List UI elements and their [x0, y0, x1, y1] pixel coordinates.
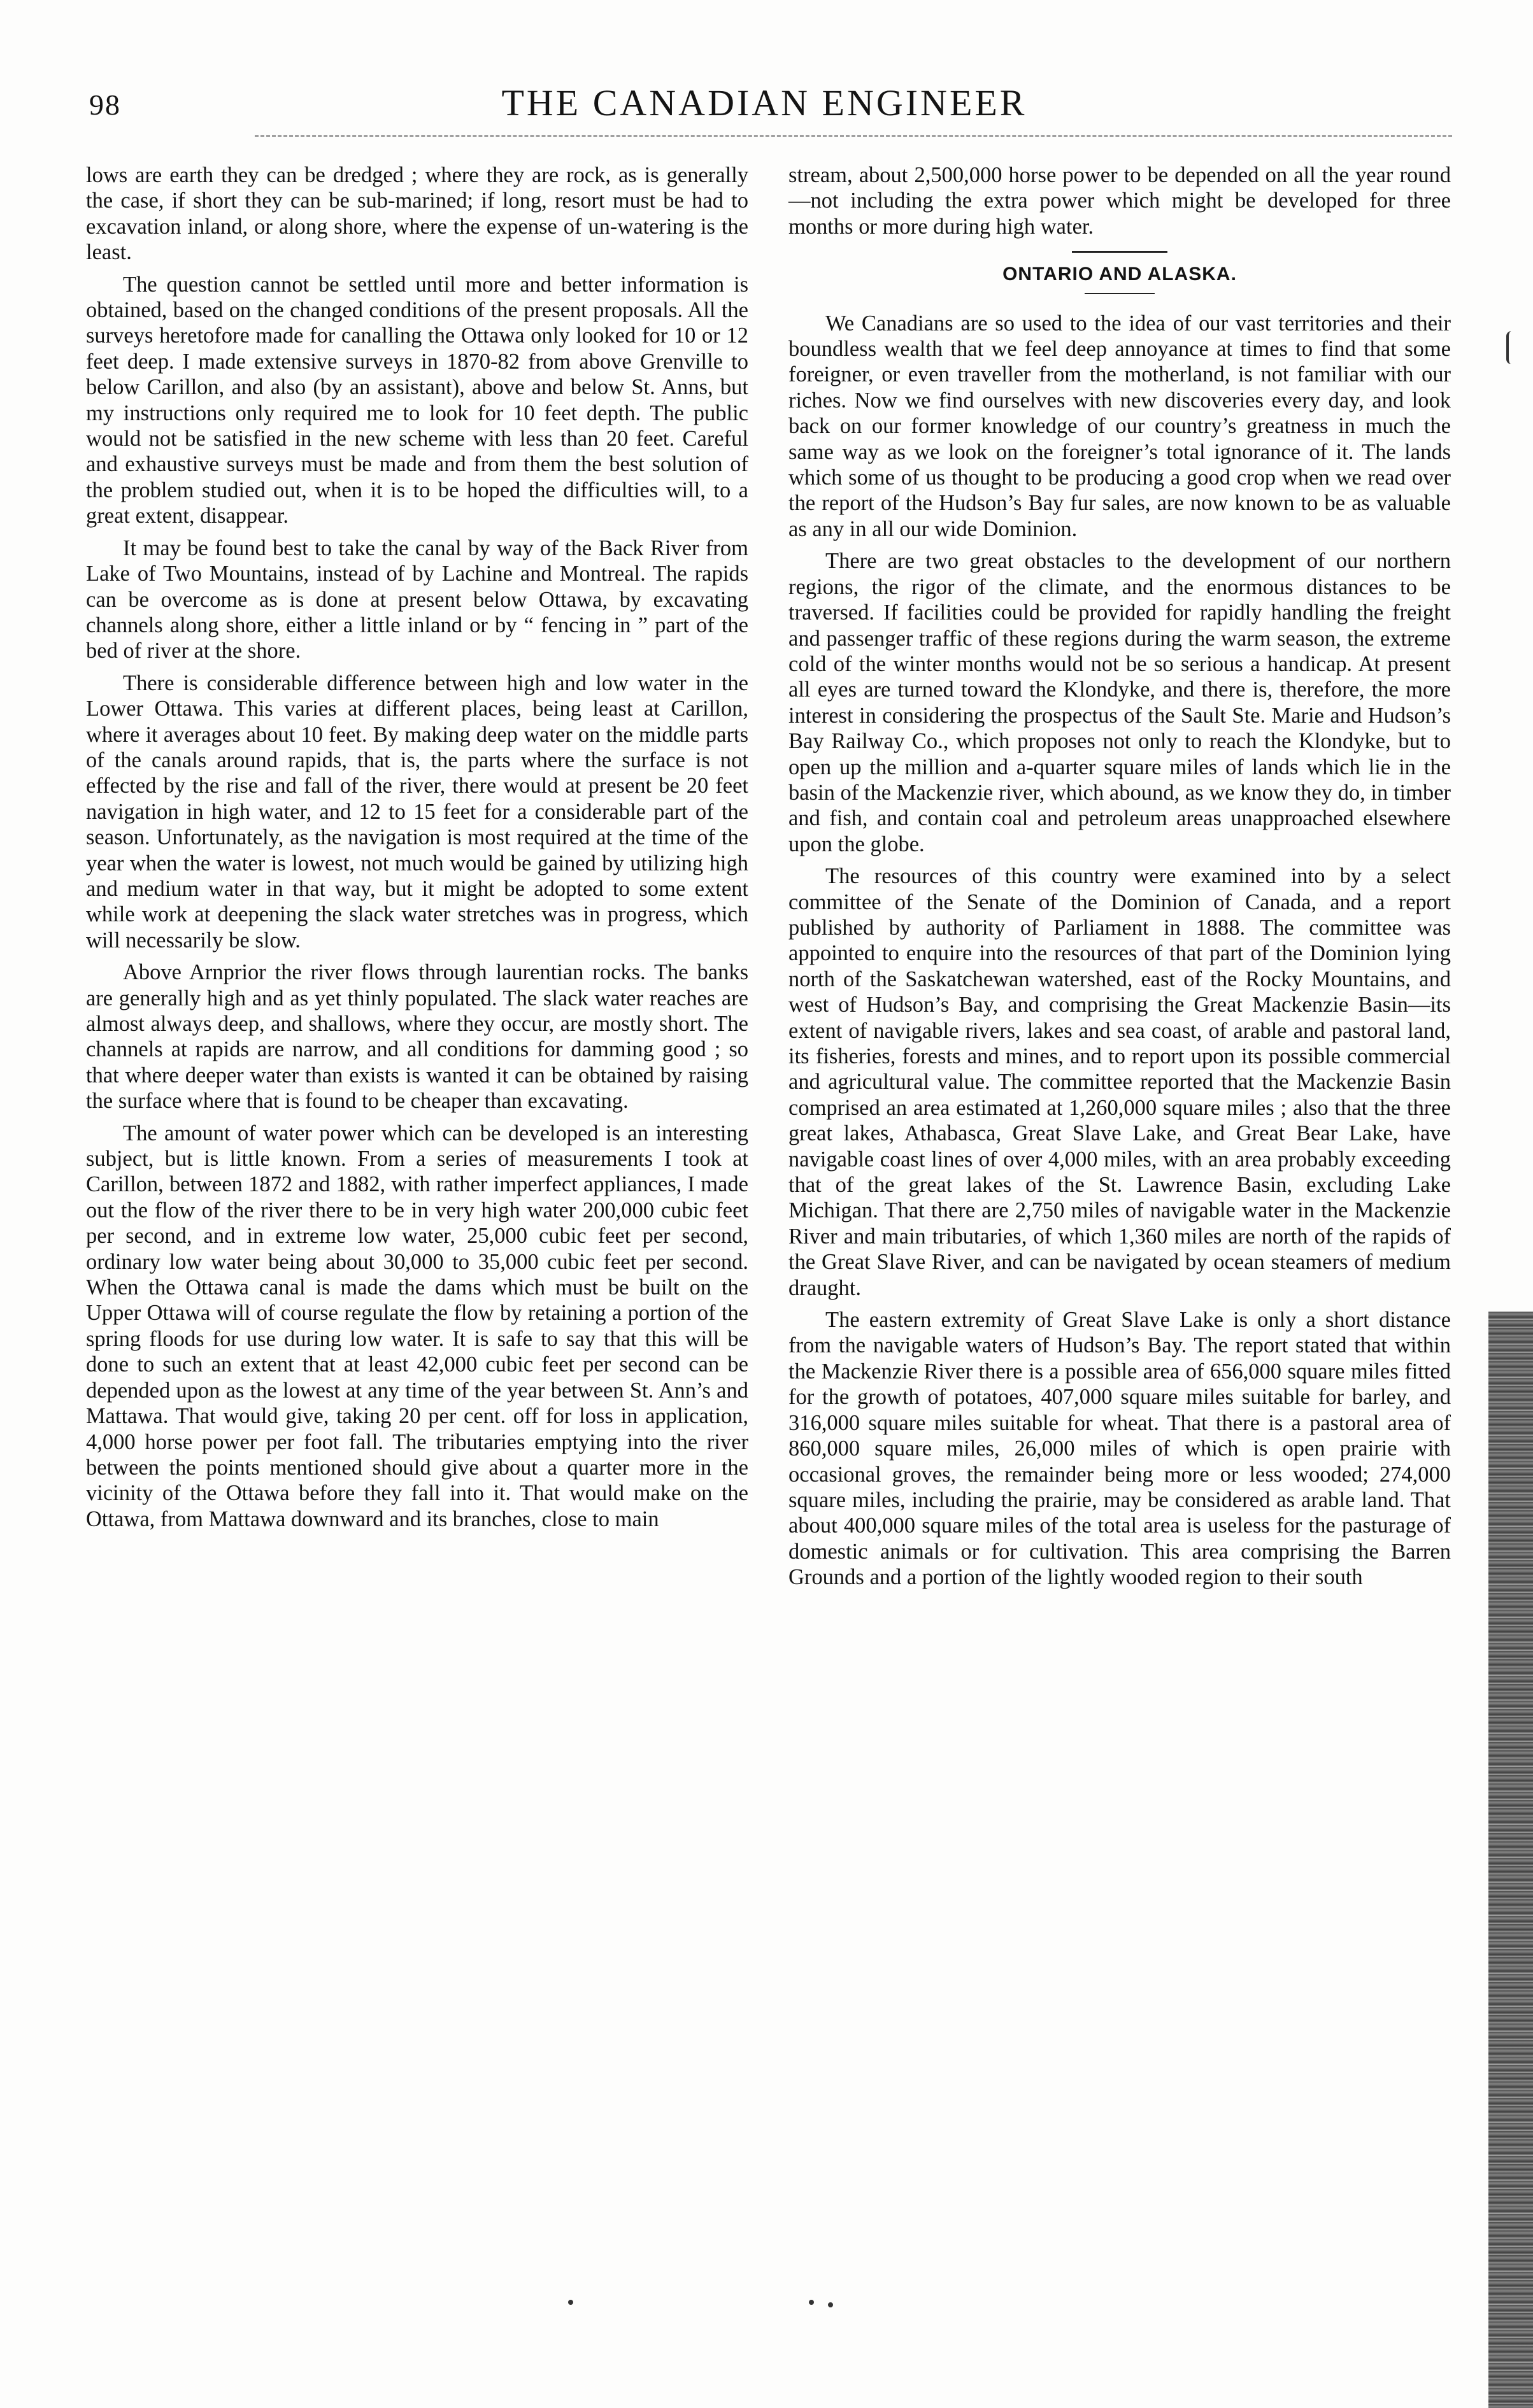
header-rule: [255, 135, 1452, 137]
page-header: [76, 76, 1452, 140]
page-edge-shadow: [1488, 1312, 1533, 2408]
body-paragraph: The amount of water power which can be developed is an interesting subject, but is little known. From a series of measurements I took at Carillon, between 1872 and 1882, with rather imperfect appliances, I made out the flow of the river there to be in very high water 200,000 cubic feet per second, and in extreme low water, 25,000 cubic feet per second, ordinary low water being about 30,000 to 35,000 cubic feet per second. When the Ottawa canal is made the dams which must be built on the Upper Ottawa will of course regulate the flow by retaining a portion of the spring floods for use during low water. It is safe to say that this will be done to such an extent that at least 42,000 cubic feet per second can be depended upon as the lowest at any time of the year between St. Ann’s and Mattawa. That would give, taking 20 per cent. off for loss in application, 4,000 horse power per foot fall. The tributaries emptying into the river between the points mentioned should give about a quarter more in the vicinity of the Ottawa before they fall into it. That would make on the Ottawa, from Mattawa downward and its branches, close to main: [86, 1121, 748, 1531]
ink-speck: [809, 2300, 814, 2305]
right-column: [788, 162, 1451, 1597]
body-paragraph: There is considerable difference between high and low water in the Lower Ottawa. This varies at different places, being least at Carillon, where it averages about 10 feet. By making deep water on the middle parts of the canals around rapids, that is, the parts where the surface is not effected by the rise and fall of the river, there would at present be 20 feet navigation in high water, and 12 to 15 feet for a considerable part of the season. Unfortunately, as the navigation is most required at the time of the year when the water is lowest, not much would be gained by utilizing high and medium water in that way, but it might be adopted to some extent while work at deepening the slack water stretches was in progress, which will necessarily be slow.: [86, 670, 748, 953]
left-column: [86, 162, 748, 1538]
body-paragraph: We Canadians are so used to the idea of our vast territories and their boundless wealth that we feel deep annoyance at times to find that some foreigner, or even traveller from the motherland, is not familiar with our riches. Now we find ourselves with new discoveries every day, and look back on our former knowledge of our country’s greatness in much the same way as we look on the foreigner’s total ignorance of it. The lands which some of us thought to be producing a good crop when we read over the report of the Hudson’s Bay fur sales, are now known to be as valuable as any in all our wide Dominion.: [788, 311, 1451, 541]
body-paragraph: The resources of this country were examined into by a select committee of the Senate of the Dominion of Canada, and a report published by authority of Parliament in 1888. The committee was appointed to enquire into the resources of that part of the Dominion lying north of the Saskatchewan watershed, east of the Rocky Mountains, and west of Hudson’s Bay, and comprising the Great Mackenzie Basin—its extent of navigable rivers, lakes and sea coast, of arable and pastoral land, its fisheries, forests and mines, and to report upon its possible commercial and agricultural value. The committee reported that the Mackenzie Basin comprised an area estimated at 1,260,000 square miles ; also that the three great lakes, Athabasca, Great Slave Lake, and Great Bear Lake, have navigable coast lines of over 4,000 miles, with an area probably exceeding that of the great lakes of the St. Lawrence Basin, excluding Lake Michigan. That there are 2,750 miles of navigable water in the Mackenzie River and main tributaries, of which 1,360 miles are north of the rapids of the Great Slave River, and can be navigated by ocean steamers of medium draught.: [788, 864, 1451, 1300]
body-paragraph: It may be found best to take the canal by way of the Back River from Lake of Two Mountains, instead of by Lachine and Montreal. The rapids can be overcome as is done at present below Ottawa, by excavating channels along shore, either a little inland or by “ fencing in ” part of the bed of river at the shore.: [86, 535, 748, 663]
ink-speck: [568, 2300, 573, 2305]
body-paragraph: lows are earth they can be dredged ; where they are rock, as is generally the case, if short they can be sub-marined; if long, resort must be had to excavation inland, or along shore, where the expense of un-watering is the least.: [86, 163, 748, 265]
section-heading: ONTARIO AND ALASKA.: [1002, 264, 1237, 285]
section-divider: [1085, 293, 1155, 294]
body-paragraph: The eastern extremity of Great Slave Lake is only a short distance from the navigable waters of Hudson’s Bay. The report stated that within the Mackenzie River there is a possible area of 656,000 square miles fitted for the growth of potatoes, 407,000 square miles suitable for barley, and 316,000 square miles suitable for wheat. That there is a pastoral area of 860,000 square miles, 26,000 miles of which is open prairie with occasional groves, the remainder being more or less wooded; 274,000 square miles, including the prairie, may be considered as arable land. That about 400,000 square miles of the total area is useless for the pasturage of domestic animals or for cultivation. This area comprising the Barren Grounds and a portion of the lightly wooded region to their south: [788, 1308, 1451, 1590]
binding-mark: [1506, 331, 1516, 364]
page-number: 98: [89, 89, 121, 121]
ink-speck: [828, 2302, 833, 2307]
body-paragraph: There are two great obstacles to the development of our northern regions, the rigor of the climate, and the enormous distances to be traversed. If facilities could be provided for rapidly handling the freight and passenger traffic of these regions during the warm season, the extreme cold of the winter months would not be so serious a handicap. At present all eyes are turned toward the Klondyke, and there is, therefore, the more interest in considering the prospectus of the Sault Ste. Marie and Hudson’s Bay Railway Co., which proposes not only to reach the Klondyke, but to open up the million and a-quarter square miles of lands which lie in the basin of the Mackenzie river, which abound, as we know they do, in timber and fish, and contain coal and petroleum areas unapproached elsewhere upon the globe.: [788, 549, 1451, 856]
section-divider: [1072, 251, 1167, 253]
continued-paragraph: stream, about 2,500,000 horse power to be depended on all the year round—not including the extra power which might be developed for three months or more during high water.: [788, 163, 1451, 239]
body-paragraph: The question cannot be settled until more and better information is obtained, based on the changed conditions of the present proposals. All the surveys heretofore made for canalling the Ottawa only looked for 10 or 12 feet deep. I made extensive surveys in 1870-82 from above Grenville to below Carillon, and also (by an assistant), above and below St. Anns, but my instructions only required me to look for 10 feet depth. The public would not be satisfied in the new scheme with less than 20 feet. Careful and exhaustive surveys must be made and from them the best solution of the problem studied out, when it is to be hoped the difficulties will, to a great extent, disappear.: [86, 272, 748, 528]
journal-title: THE CANADIAN ENGINEER: [501, 82, 1027, 124]
body-paragraph: Above Arnprior the river flows through laurentian rocks. The banks are generally high and as yet thinly populated. The slack water reaches are almost always deep, and shallows, where they occur, are mostly short. The channels at rapids are narrow, and all conditions for damming good ; so that where deeper water than exists is wanted it can be obtained by raising the surface where that is found to be cheaper than excavating.: [86, 960, 748, 1114]
